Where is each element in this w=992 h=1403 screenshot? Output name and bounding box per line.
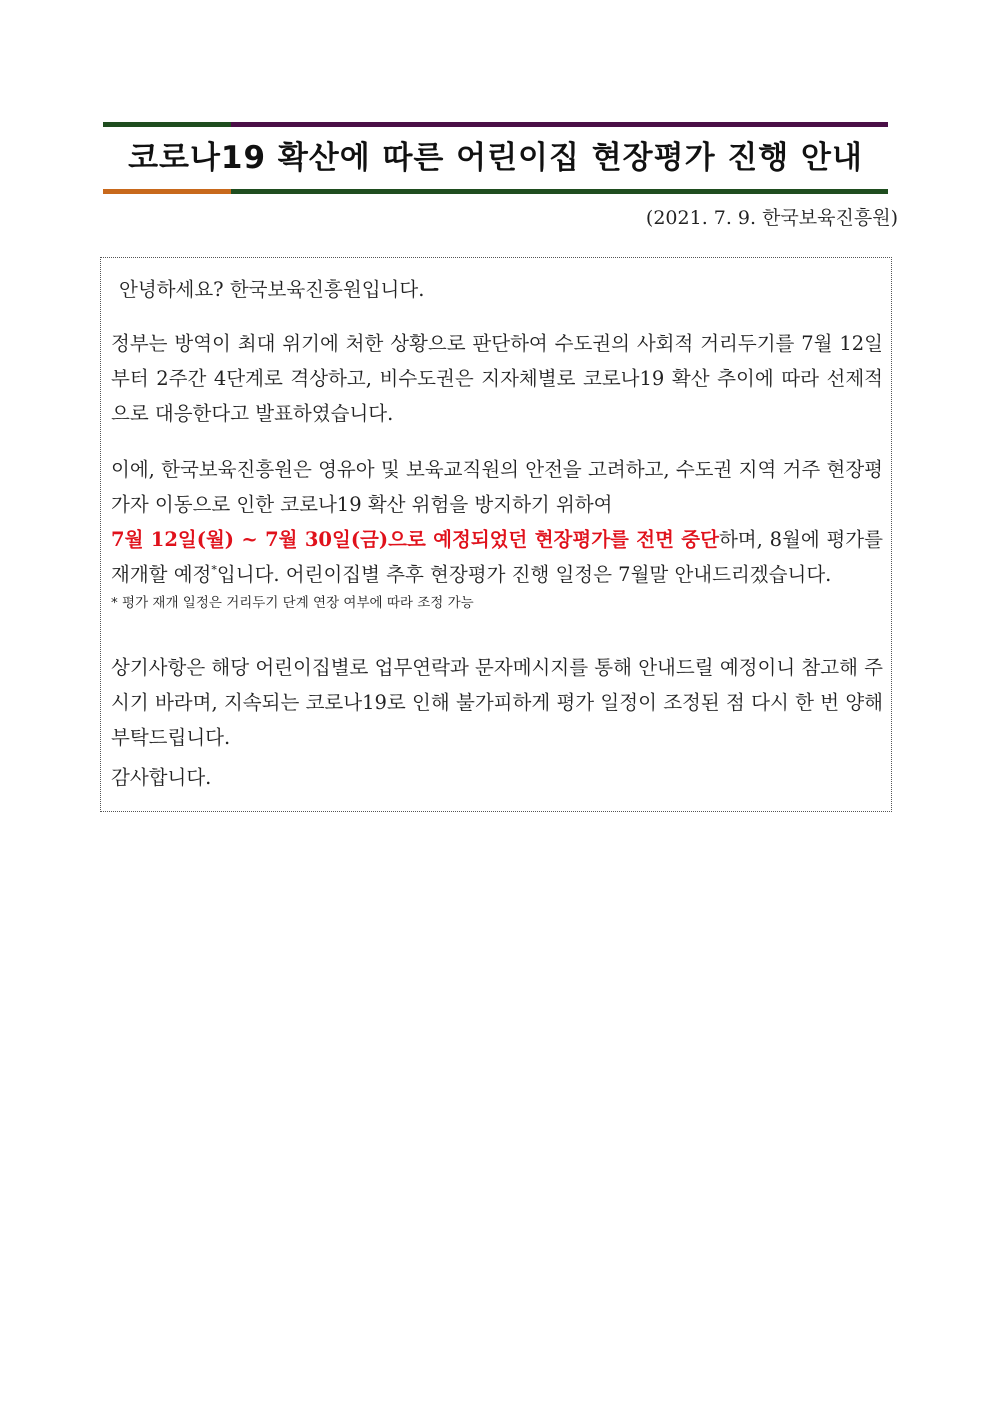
- paragraph-announcement: 정부는 방역이 최대 위기에 처한 상황으로 판단하여 수도권의 사회적 거리두기를 7월 12일부터 2주간 4단계로 격상하고, 비수도권은 지자체별로 코로나19 확산 추이에 따라 선제적으로 대응한다고 발표하였습니다.: [111, 332, 883, 425]
- title-block: [103, 122, 888, 194]
- suspension-highlight: 7월 12일(월) ~ 7월 30일(금)으로 예정되었던 현장평가를 전면 중단: [111, 528, 719, 551]
- document-title: 코로나19 확산에 따른 어린이집 현장평가 진행 안내: [128, 140, 863, 176]
- footnote: * 평가 재개 일정은 거리두기 단계 연장 여부에 따라 조정 가능: [111, 595, 474, 611]
- date-line: (2021. 7. 9. 한국보육진흥원): [645, 207, 898, 229]
- rule-segment-green: [231, 189, 888, 194]
- paragraph-notice: 상기사항은 해당 어린이집별로 업무연락과 문자메시지를 통해 안내드릴 예정이니 참고해 주시기 바라며, 지속되는 코로나19로 인해 불가피하게 평가 일정이 조정된 점 다시 한 번 양해 부탁드립니다.: [111, 656, 883, 749]
- rule-segment-orange: [103, 189, 231, 194]
- footnote-marker: *: [211, 563, 217, 577]
- closing: 감사합니다.: [111, 766, 212, 789]
- suspension-intro: 이에, 한국보육진흥원은 영유아 및 보육교직원의 안전을 고려하고, 수도권 지역 거주 현장평가자 이동으로 인한 코로나19 확산 위험을 방지하기 위하여: [111, 458, 883, 516]
- suspension-resume: 하며, 8월에 평가를 재개할 예정: [111, 528, 883, 586]
- suspension-schedule: 입니다. 어린이집별 추후 현장평가 진행 일정은 7월말 안내드리겠습니다.: [216, 563, 832, 586]
- greeting: 안녕하세요? 한국보육진흥원입니다.: [119, 278, 425, 301]
- notice-box: [100, 257, 892, 812]
- paragraph-suspension: [111, 452, 883, 592]
- title-bottom-rule: [103, 189, 888, 194]
